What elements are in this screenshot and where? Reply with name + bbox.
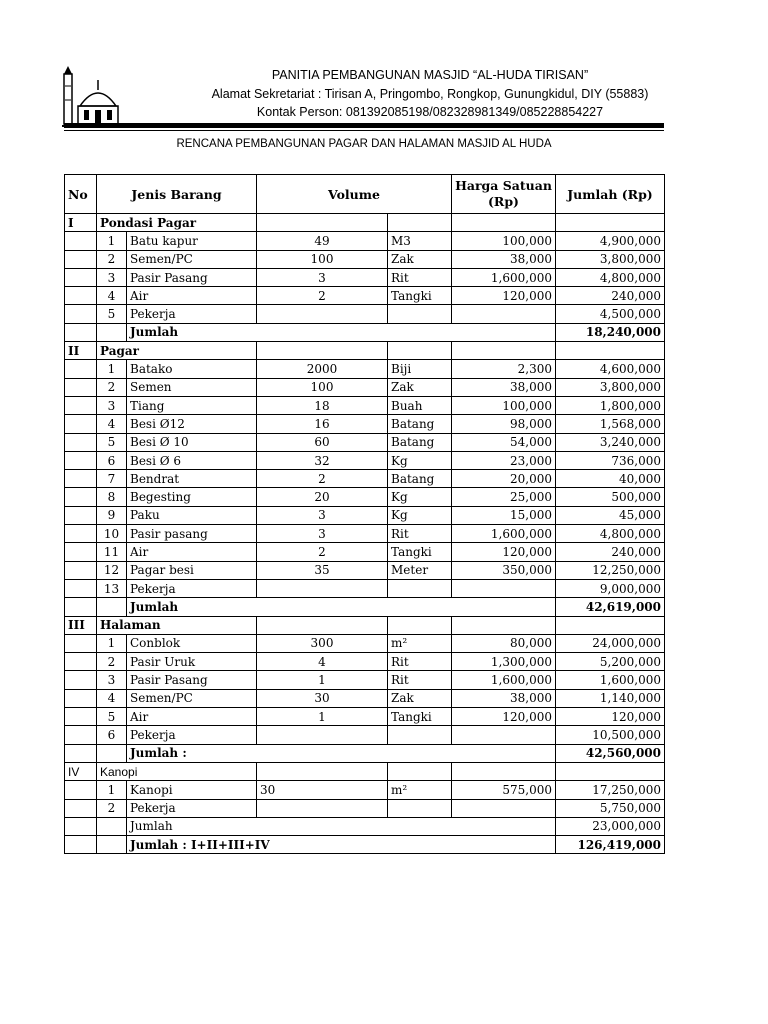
section-name: Pagar (97, 342, 257, 360)
item-volume: 32 (257, 451, 388, 469)
item-amount: 3,800,000 (556, 378, 665, 396)
subtotal-blank (65, 744, 97, 762)
item-volume: 30 (257, 689, 388, 707)
item-volume (257, 305, 388, 323)
item-unit-price: 1,600,000 (452, 671, 556, 689)
item-volume: 300 (257, 634, 388, 652)
section-blank (388, 762, 452, 780)
item-name: Air (127, 543, 257, 561)
item-number: 4 (97, 415, 127, 433)
item-unit-price: 1,600,000 (452, 525, 556, 543)
table-row (65, 287, 665, 305)
item-unit-price: 38,000 (452, 378, 556, 396)
item-unit: Batang (388, 470, 452, 488)
section-blank (257, 616, 388, 634)
item-number: 5 (97, 708, 127, 726)
section-row (65, 616, 665, 634)
grand-total-label: Jumlah : I+II+III+IV (127, 836, 556, 854)
table-row (65, 506, 665, 524)
item-number: 5 (97, 305, 127, 323)
item-unit-price: 98,000 (452, 415, 556, 433)
item-unit-price (452, 726, 556, 744)
item-amount: 1,600,000 (556, 671, 665, 689)
item-number: 1 (97, 232, 127, 250)
item-name: Batako (127, 360, 257, 378)
item-blank (65, 653, 97, 671)
item-amount: 240,000 (556, 543, 665, 561)
table-row (65, 726, 665, 744)
header-divider-thin (64, 130, 664, 131)
header-volume: Volume (257, 175, 452, 214)
item-unit-price: 80,000 (452, 634, 556, 652)
item-volume: 1 (257, 708, 388, 726)
item-unit-price: 25,000 (452, 488, 556, 506)
item-amount: 4,900,000 (556, 232, 665, 250)
section-blank (556, 342, 665, 360)
item-amount: 3,240,000 (556, 433, 665, 451)
subtotal-value: 42,619,000 (556, 598, 665, 616)
item-amount: 4,800,000 (556, 525, 665, 543)
item-unit-price: 2,300 (452, 360, 556, 378)
item-blank (65, 799, 97, 817)
budget-table (64, 174, 665, 854)
item-unit: Batang (388, 415, 452, 433)
subtotal-blank (65, 817, 97, 835)
item-unit-price: 120,000 (452, 543, 556, 561)
subtotal-blank (97, 817, 127, 835)
item-unit: Rit (388, 525, 452, 543)
item-amount: 10,500,000 (556, 726, 665, 744)
subtotal-value: 42,560,000 (556, 744, 665, 762)
item-number: 2 (97, 653, 127, 671)
item-volume: 4 (257, 653, 388, 671)
table-body (65, 214, 665, 854)
item-volume (257, 726, 388, 744)
item-unit: Tangki (388, 708, 452, 726)
item-unit: M3 (388, 232, 452, 250)
header-harga: Harga Satuan (Rp) (452, 175, 556, 214)
table-row (65, 488, 665, 506)
item-name: Air (127, 287, 257, 305)
subtotal-label: Jumlah : (127, 744, 556, 762)
item-amount: 240,000 (556, 287, 665, 305)
item-name: Batu kapur (127, 232, 257, 250)
item-number: 11 (97, 543, 127, 561)
item-number: 10 (97, 525, 127, 543)
table-row (65, 433, 665, 451)
item-unit-price (452, 579, 556, 597)
item-amount: 40,000 (556, 470, 665, 488)
item-amount: 1,140,000 (556, 689, 665, 707)
item-blank (65, 360, 97, 378)
item-volume (257, 799, 388, 817)
item-unit-price: 1,600,000 (452, 268, 556, 286)
item-volume: 2 (257, 287, 388, 305)
subtotal-blank (97, 323, 127, 341)
subtotal-value: 23,000,000 (556, 817, 665, 835)
section-blank (388, 616, 452, 634)
item-volume: 1 (257, 671, 388, 689)
item-number: 7 (97, 470, 127, 488)
item-name: Besi Ø 10 (127, 433, 257, 451)
item-unit-price: 23,000 (452, 451, 556, 469)
item-name: Pekerja (127, 579, 257, 597)
item-blank (65, 579, 97, 597)
item-name: Pasir Uruk (127, 653, 257, 671)
item-volume: 2000 (257, 360, 388, 378)
item-volume: 3 (257, 525, 388, 543)
item-name: Pasir pasang (127, 525, 257, 543)
item-number: 6 (97, 451, 127, 469)
header-jenis: Jenis Barang (97, 175, 257, 214)
item-name: Pekerja (127, 305, 257, 323)
table-row (65, 470, 665, 488)
item-number: 2 (97, 378, 127, 396)
item-number: 9 (97, 506, 127, 524)
section-blank (257, 762, 388, 780)
item-unit: Rit (388, 671, 452, 689)
item-unit: Zak (388, 250, 452, 268)
section-blank (452, 342, 556, 360)
item-blank (65, 415, 97, 433)
item-unit: Zak (388, 378, 452, 396)
item-name: Semen/PC (127, 250, 257, 268)
item-number: 1 (97, 360, 127, 378)
item-amount: 9,000,000 (556, 579, 665, 597)
section-blank (388, 214, 452, 232)
subtotal-row (65, 598, 665, 616)
item-blank (65, 561, 97, 579)
table-row (65, 378, 665, 396)
item-name: Tiang (127, 396, 257, 414)
item-volume: 18 (257, 396, 388, 414)
item-name: Semen/PC (127, 689, 257, 707)
item-number: 8 (97, 488, 127, 506)
item-volume: 2 (257, 543, 388, 561)
item-amount: 17,250,000 (556, 781, 665, 799)
item-name: Conblok (127, 634, 257, 652)
item-number: 3 (97, 671, 127, 689)
item-name: Pekerja (127, 799, 257, 817)
item-blank (65, 470, 97, 488)
item-name: Semen (127, 378, 257, 396)
table-row (65, 451, 665, 469)
item-unit: m² (388, 634, 452, 652)
item-unit-price: 38,000 (452, 250, 556, 268)
item-name: Pasir Pasang (127, 268, 257, 286)
subtotal-label: Jumlah (127, 598, 556, 616)
letterhead (0, 60, 768, 130)
item-amount: 1,568,000 (556, 415, 665, 433)
section-row (65, 342, 665, 360)
item-blank (65, 671, 97, 689)
item-volume: 20 (257, 488, 388, 506)
table-row (65, 415, 665, 433)
item-name: Besi Ø12 (127, 415, 257, 433)
item-name: Kanopi (127, 781, 257, 799)
subtotal-value: 18,240,000 (556, 323, 665, 341)
item-unit: Kg (388, 488, 452, 506)
item-amount: 5,200,000 (556, 653, 665, 671)
table-row (65, 543, 665, 561)
section-blank (556, 762, 665, 780)
item-blank (65, 506, 97, 524)
org-contact: Kontak Person: 081392085198/082328981349/085228854227 (256, 105, 604, 119)
item-blank (65, 708, 97, 726)
item-unit-price: 15,000 (452, 506, 556, 524)
section-blank (452, 616, 556, 634)
item-unit: Tangki (388, 287, 452, 305)
header-no: No (65, 175, 97, 214)
item-number: 1 (97, 781, 127, 799)
item-unit-price: 575,000 (452, 781, 556, 799)
item-blank (65, 525, 97, 543)
table-row (65, 781, 665, 799)
item-name: Pagar besi (127, 561, 257, 579)
table-row (65, 360, 665, 378)
item-number: 6 (97, 726, 127, 744)
item-number: 5 (97, 433, 127, 451)
section-blank (452, 214, 556, 232)
grand-total-blank (97, 836, 127, 854)
table-row (65, 396, 665, 414)
item-blank (65, 250, 97, 268)
item-unit: Tangki (388, 543, 452, 561)
section-blank (257, 214, 388, 232)
item-amount: 4,500,000 (556, 305, 665, 323)
section-blank (556, 616, 665, 634)
section-blank (257, 342, 388, 360)
table-row (65, 689, 665, 707)
item-amount: 4,600,000 (556, 360, 665, 378)
item-number: 13 (97, 579, 127, 597)
section-row (65, 762, 665, 780)
item-unit-price (452, 305, 556, 323)
table-row (65, 268, 665, 286)
item-blank (65, 451, 97, 469)
item-unit-price: 120,000 (452, 708, 556, 726)
table-row (65, 250, 665, 268)
section-number: III (65, 616, 97, 634)
item-amount: 1,800,000 (556, 396, 665, 414)
table-row (65, 671, 665, 689)
item-name: Pekerja (127, 726, 257, 744)
item-amount: 45,000 (556, 506, 665, 524)
item-volume (257, 579, 388, 597)
item-unit-price: 1,300,000 (452, 653, 556, 671)
grand-total-blank (65, 836, 97, 854)
subtotal-row (65, 323, 665, 341)
item-blank (65, 543, 97, 561)
item-unit: Rit (388, 653, 452, 671)
item-amount: 4,800,000 (556, 268, 665, 286)
item-name: Besi Ø 6 (127, 451, 257, 469)
item-name: Bendrat (127, 470, 257, 488)
subtotal-blank (97, 744, 127, 762)
section-name: Kanopi (97, 762, 257, 780)
item-unit: Kg (388, 451, 452, 469)
item-number: 4 (97, 287, 127, 305)
table-row (65, 305, 665, 323)
section-blank (388, 342, 452, 360)
item-unit-price: 350,000 (452, 561, 556, 579)
item-amount: 500,000 (556, 488, 665, 506)
item-unit: m² (388, 781, 452, 799)
section-blank (452, 762, 556, 780)
item-number: 1 (97, 634, 127, 652)
item-blank (65, 488, 97, 506)
item-unit-price: 100,000 (452, 396, 556, 414)
item-blank (65, 268, 97, 286)
item-number: 4 (97, 689, 127, 707)
item-volume: 2 (257, 470, 388, 488)
subtotal-label: Jumlah (127, 323, 556, 341)
item-unit (388, 799, 452, 817)
section-number: I (65, 214, 97, 232)
org-address: Alamat Sekretariat : Tirisan A, Pringombo, Rongkop, Gunungkidul, DIY (55883) (211, 86, 649, 101)
subtotal-row (65, 744, 665, 762)
item-volume: 30 (257, 781, 388, 799)
item-amount: 3,800,000 (556, 250, 665, 268)
document-title: RENCANA PEMBANGUNAN PAGAR DAN HALAMAN MASJID AL HUDA (176, 138, 552, 150)
section-number: IV (65, 762, 97, 780)
item-volume: 49 (257, 232, 388, 250)
item-amount: 24,000,000 (556, 634, 665, 652)
item-unit: Kg (388, 506, 452, 524)
item-unit (388, 305, 452, 323)
item-unit: Rit (388, 268, 452, 286)
item-volume: 16 (257, 415, 388, 433)
table-row (65, 232, 665, 250)
header-jumlah: Jumlah (Rp) (556, 175, 665, 214)
section-name: Pondasi Pagar (97, 214, 257, 232)
item-number: 12 (97, 561, 127, 579)
subtotal-blank (97, 598, 127, 616)
subtotal-row (65, 817, 665, 835)
item-unit-price: 20,000 (452, 470, 556, 488)
item-amount: 5,750,000 (556, 799, 665, 817)
item-unit: Buah (388, 396, 452, 414)
subtotal-blank (65, 323, 97, 341)
subtotal-blank (65, 598, 97, 616)
table-row (65, 561, 665, 579)
section-name: Halaman (97, 616, 257, 634)
item-unit-price (452, 799, 556, 817)
item-number: 3 (97, 396, 127, 414)
item-blank (65, 396, 97, 414)
table-row (65, 525, 665, 543)
item-name: Paku (127, 506, 257, 524)
table-row (65, 653, 665, 671)
item-blank (65, 232, 97, 250)
item-unit-price: 120,000 (452, 287, 556, 305)
grand-total-row (65, 836, 665, 854)
item-name: Pasir Pasang (127, 671, 257, 689)
header-divider (64, 123, 664, 128)
item-number: 2 (97, 799, 127, 817)
item-volume: 35 (257, 561, 388, 579)
item-blank (65, 287, 97, 305)
item-unit (388, 726, 452, 744)
item-unit-price: 54,000 (452, 433, 556, 451)
grand-total-value: 126,419,000 (556, 836, 665, 854)
item-unit: Zak (388, 689, 452, 707)
item-number: 3 (97, 268, 127, 286)
item-unit: Batang (388, 433, 452, 451)
item-amount: 12,250,000 (556, 561, 665, 579)
item-blank (65, 634, 97, 652)
item-volume: 60 (257, 433, 388, 451)
item-volume: 3 (257, 268, 388, 286)
item-blank (65, 726, 97, 744)
table-row (65, 799, 665, 817)
table-header-row (65, 175, 665, 214)
item-volume: 100 (257, 378, 388, 396)
mosque-logo-icon (62, 66, 122, 128)
section-number: II (65, 342, 97, 360)
section-blank (556, 214, 665, 232)
org-name: PANITIA PEMBANGUNAN MASJID “AL-HUDA TIRISAN” (271, 68, 589, 82)
item-volume: 100 (257, 250, 388, 268)
table-row (65, 634, 665, 652)
item-blank (65, 433, 97, 451)
item-unit-price: 38,000 (452, 689, 556, 707)
subtotal-label: Jumlah (127, 817, 556, 835)
item-volume: 3 (257, 506, 388, 524)
item-unit-price: 100,000 (452, 232, 556, 250)
item-unit (388, 579, 452, 597)
table-row (65, 579, 665, 597)
item-blank (65, 305, 97, 323)
item-unit: Meter (388, 561, 452, 579)
item-name: Begesting (127, 488, 257, 506)
item-unit: Biji (388, 360, 452, 378)
item-number: 2 (97, 250, 127, 268)
item-name: Air (127, 708, 257, 726)
section-row (65, 214, 665, 232)
table-row (65, 708, 665, 726)
item-blank (65, 781, 97, 799)
item-blank (65, 689, 97, 707)
item-amount: 120,000 (556, 708, 665, 726)
item-amount: 736,000 (556, 451, 665, 469)
item-blank (65, 378, 97, 396)
